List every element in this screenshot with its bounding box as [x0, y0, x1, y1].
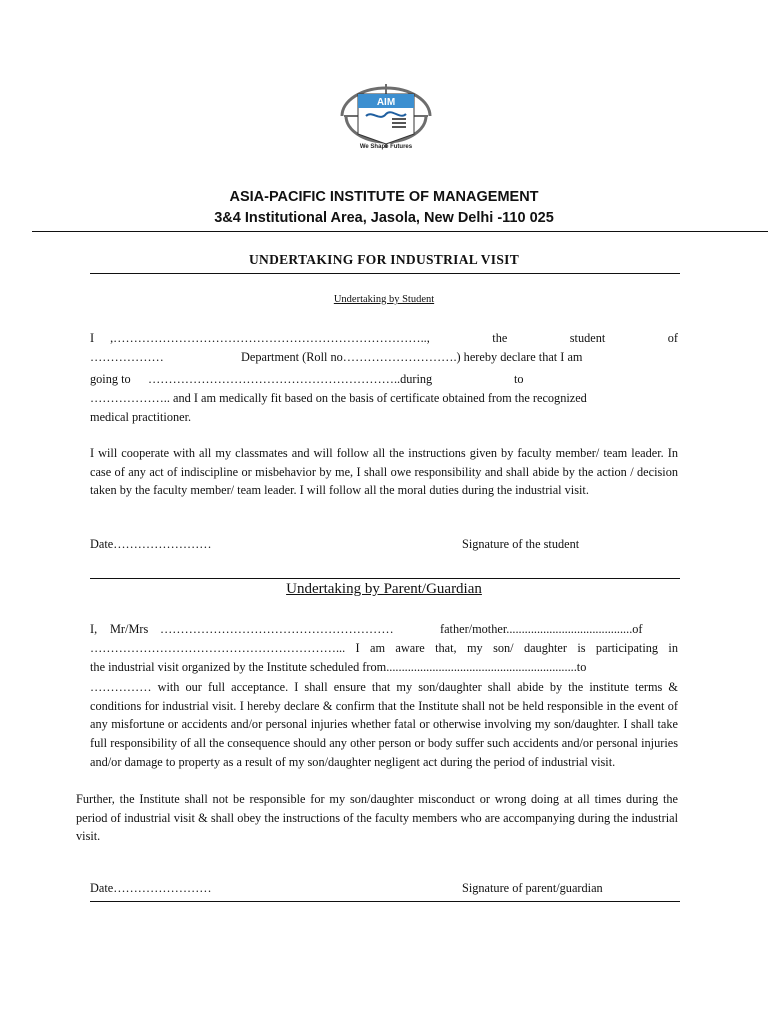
medical-line-end: medical practitioner. — [90, 410, 192, 424]
student-line-1 — [90, 331, 678, 346]
parent-section-heading: Undertaking by Parent/Guardian — [286, 581, 482, 597]
parent-signature-label: Signature of parent/guardian — [462, 881, 603, 895]
parent-section-divider — [90, 901, 680, 902]
parent-date-field: Date…………………… — [90, 881, 212, 895]
destination-field: ……………………………………………………..during — [148, 372, 433, 386]
parent-l1-a: I, — [90, 622, 98, 636]
father-mother-field: father/mother.........................................of — [440, 622, 643, 636]
further-paragraph: Further, the Institute shall not be responsible for my son/daughter misconduct or wrong doing at all times during the period of industrial visit & shall obey the instructions of the faculty members who are accompanying during the industrial visit. — [76, 792, 678, 844]
student-date-field: Date…………………… — [90, 537, 212, 551]
student-section-heading: Undertaking by Student — [333, 294, 435, 305]
parent-line-1 — [90, 622, 678, 637]
parent-line-2: ……………………………………………………... I am aware that, my son/ daughter is participating in — [90, 641, 678, 655]
student-name-field: ,………………………………………………………………….., — [110, 331, 430, 345]
parent-l1-b: Mr/Mrs — [110, 622, 149, 636]
department-field: ……………… — [90, 350, 164, 364]
to-label: to — [514, 372, 524, 386]
header-divider — [32, 231, 768, 232]
parent-name-field: ………………………………………………… — [160, 622, 394, 636]
institute-name: ASIA-PACIFIC INSTITUTE OF MANAGEMENT — [229, 189, 539, 205]
student-cooperation-paragraph: I will cooperate with all my classmates and will follow all the instructions given by faculty member/ team leader. In case of any act of indiscipline or misbehavior by me, I shall owe responsibility and shall abide by the action / decision taken by the faculty member/ team leader. I will follow all the moral duties during the industrial visit. — [90, 446, 678, 498]
logo-text: AIM — [376, 97, 396, 108]
student-section-divider — [90, 578, 680, 579]
student-l1-c: the — [492, 331, 508, 345]
student-l1-a: I — [90, 331, 95, 345]
form-title: UNDERTAKING FOR INDUSTRIAL VISIT — [248, 252, 520, 267]
roll-no-line: Department (Roll no……………………….) hereby declare that I am — [241, 350, 583, 364]
parent-undertaking-paragraph: …………… with our full acceptance. I shall ensure that my son/daughter shall abide by the institute terms & conditions for industrial visit. I hereby declare & confirm that the Institute shall not be held responsible in the event of any misfortune or accidents and/or personal injuries whether fatal or otherwise involving my son/daughter. I shall take full responsibility of all the consequence should any other person or body suffer such accidents and/or personal injuries and/or damage to property as a result of my son/daughter negligent act during the period of industrial visit. — [90, 680, 678, 769]
institute-address: 3&4 Institutional Area, Jasola, New Delhi -110 025 — [214, 210, 554, 226]
medical-line: ……………….. and I am medically fit based on the basis of certificate obtained from the recognized — [90, 391, 587, 405]
student-l1-d: student — [569, 331, 606, 345]
parent-line-3: the industrial visit organized by the Institute scheduled from..............................................................to — [90, 660, 587, 674]
student-l1-e: of — [667, 331, 678, 345]
title-divider — [90, 273, 680, 274]
student-signature-label: Signature of the student — [462, 537, 580, 551]
logo-tagline: We Shape Futures — [359, 144, 413, 150]
going-to-label: going to — [90, 372, 131, 386]
